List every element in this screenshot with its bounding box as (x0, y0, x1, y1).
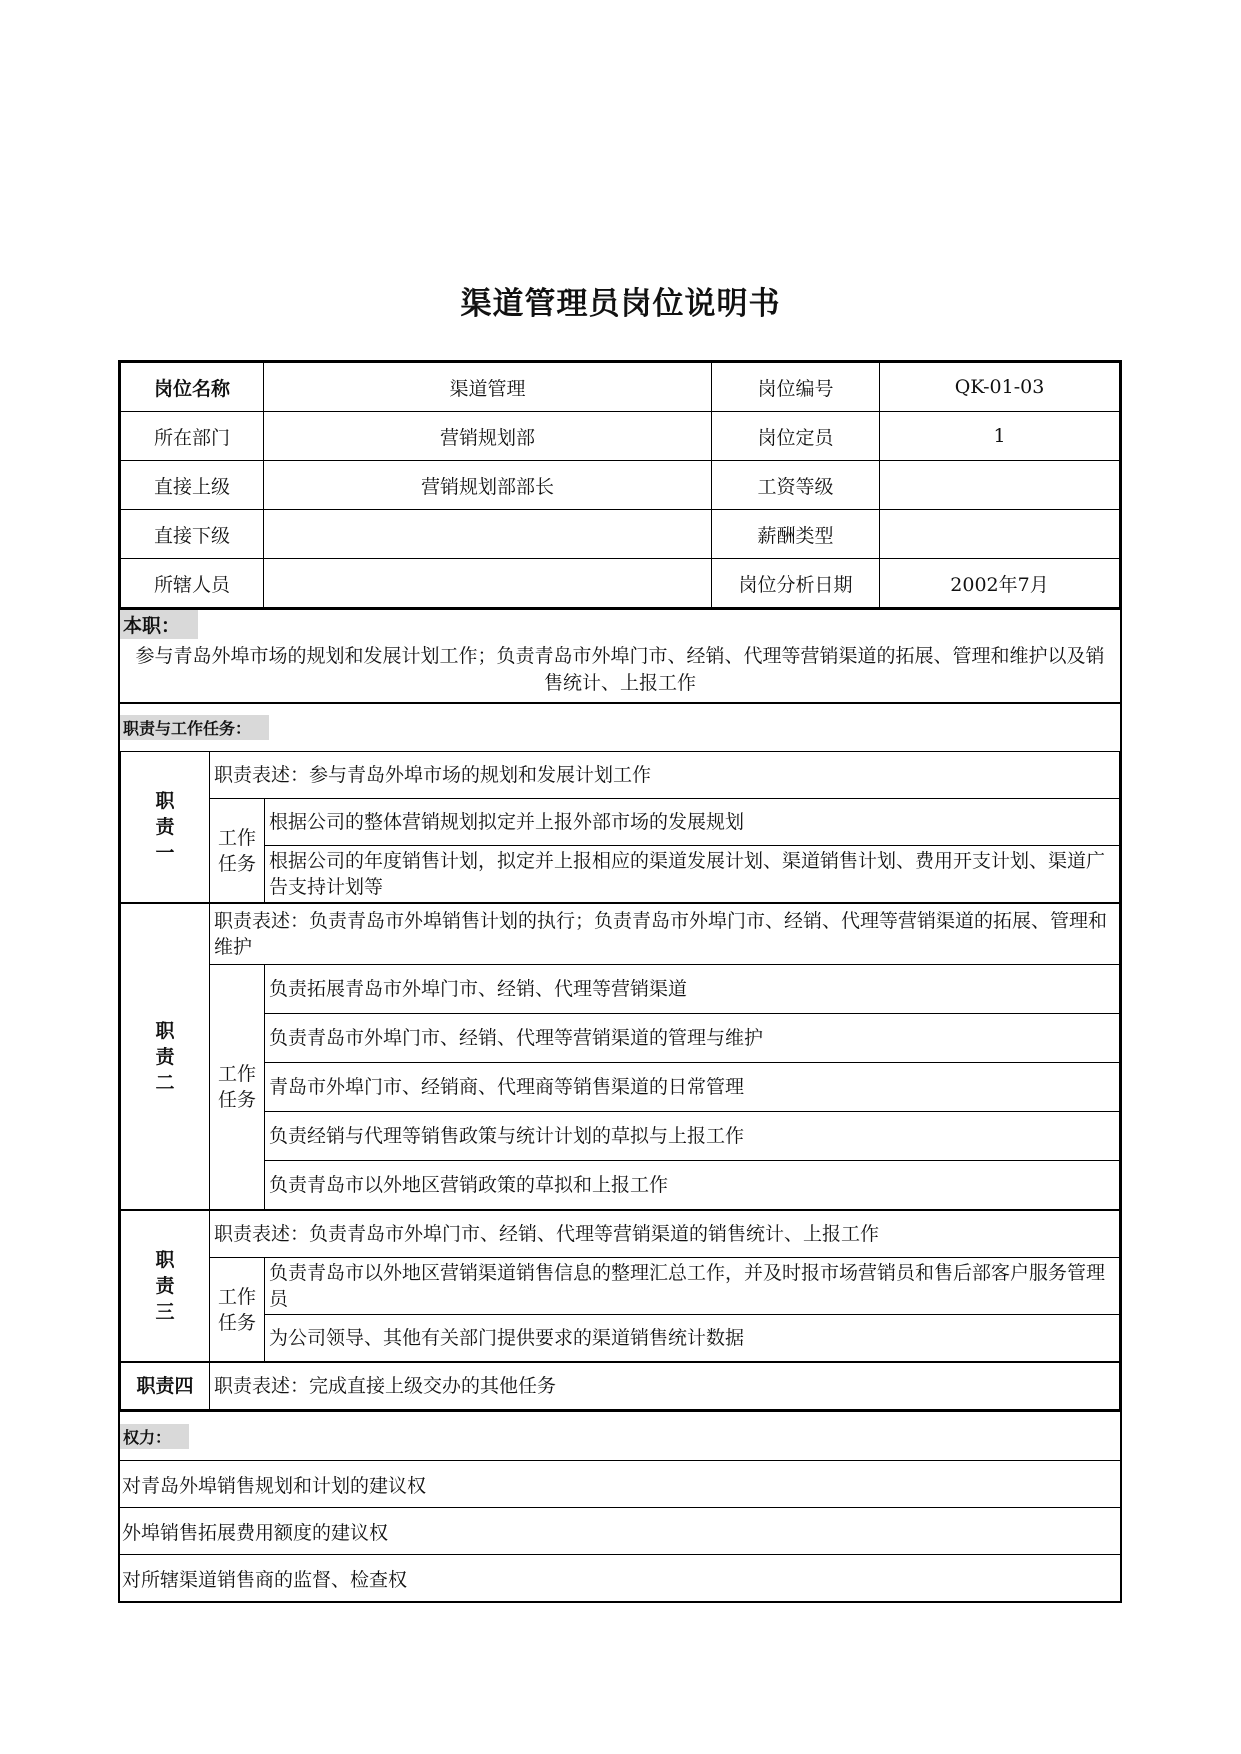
info-value (264, 559, 712, 608)
duty-name (121, 1210, 210, 1362)
task-item: 负责经销与代理等销售政策与统计计划的草拟与上报工作 (265, 1112, 1120, 1161)
power-item: 对青岛外埠销售规划和计划的建议权 (120, 1461, 1120, 1508)
duty-desc: 职责表述：参与青岛外埠市场的规划和发展计划工作 (210, 752, 1120, 799)
info-label: 直接上级 (121, 461, 264, 510)
duty-name-text: 职责一 (155, 790, 175, 864)
info-row (121, 510, 1120, 559)
benzhi-section (120, 608, 1120, 702)
basic-info-table (120, 362, 1120, 608)
task-label-text: 工作任务 (217, 826, 256, 875)
duty-name: 职责四 (121, 1362, 210, 1410)
duty-name (121, 752, 210, 904)
benzhi-text: 参与青岛外埠市场的规划和发展计划工作；负责青岛市外埠门市、经销、代理等营销渠道的拓展、管理和维护以及销售统计、上报工作 (135, 645, 1105, 694)
job-description-form (118, 360, 1122, 1603)
duties-label: 职责与工作任务： (120, 715, 269, 740)
page-title: 渠道管理员岗位说明书 (460, 286, 781, 322)
info-label: 岗位名称 (121, 363, 264, 412)
info-value: 2002年7月 (880, 559, 1120, 608)
task-label-text: 工作任务 (217, 1063, 256, 1111)
info-value: QK-01-03 (880, 363, 1120, 412)
info-row (121, 461, 1120, 510)
info-value: 渠道管理 (264, 363, 712, 412)
duties-header (120, 702, 1120, 751)
info-row (121, 412, 1120, 461)
task-item: 根据公司的年度销售计划，拟定并上报相应的渠道发展计划、渠道销售计划、费用开支计划、渠道广告支持计划等 (265, 846, 1120, 904)
info-row (121, 363, 1120, 412)
info-label: 所在部门 (121, 412, 264, 461)
info-value: 营销规划部部长 (264, 461, 712, 510)
task-item: 为公司领导、其他有关部门提供要求的渠道销售统计数据 (265, 1315, 1120, 1363)
task-item: 负责拓展青岛市外埠门市、经销、代理等营销渠道 (265, 965, 1120, 1014)
power-table (120, 1460, 1120, 1601)
task-label-text: 工作任务 (217, 1285, 256, 1334)
info-label: 薪酬类型 (712, 510, 880, 559)
power-label: 权力： (120, 1424, 189, 1449)
duty-desc: 职责表述：完成直接上级交办的其他任务 (210, 1362, 1120, 1410)
info-label: 岗位分析日期 (712, 559, 880, 608)
duties-table (120, 751, 1120, 1410)
benzhi-label: 本职： (120, 610, 198, 639)
info-value (880, 510, 1120, 559)
power-item: 对所辖渠道销售商的监督、检查权 (120, 1555, 1120, 1602)
info-label: 直接下级 (121, 510, 264, 559)
info-value: 营销规划部 (264, 412, 712, 461)
power-header (120, 1410, 1120, 1460)
info-label: 工资等级 (712, 461, 880, 510)
duty-name-text: 职责二 (155, 1019, 175, 1094)
duty-desc: 职责表述：负责青岛市外埠门市、经销、代理等营销渠道的销售统计、上报工作 (210, 1210, 1120, 1258)
task-item: 负责青岛市以外地区营销政策的草拟和上报工作 (265, 1161, 1120, 1211)
duty-name (121, 903, 210, 1210)
task-item: 青岛市外埠门市、经销商、代理商等销售渠道的日常管理 (265, 1063, 1120, 1112)
info-row (121, 559, 1120, 608)
task-item: 负责青岛市外埠门市、经销、代理等营销渠道的管理与维护 (265, 1014, 1120, 1063)
info-label: 所辖人员 (121, 559, 264, 608)
task-item: 负责青岛市以外地区营销渠道销售信息的整理汇总工作，并及时报市场营销员和售后部客户服务管理员 (265, 1258, 1120, 1315)
task-label (210, 965, 265, 1211)
duty-name-text: 职责三 (155, 1249, 175, 1323)
task-item: 根据公司的整体营销规划拟定并上报外部市场的发展规划 (265, 799, 1120, 846)
info-label: 岗位编号 (712, 363, 880, 412)
task-label (210, 799, 265, 904)
info-value (264, 510, 712, 559)
info-value: 1 (880, 412, 1120, 461)
duty-desc: 职责表述：负责青岛市外埠销售计划的执行；负责青岛市外埠门市、经销、代理等营销渠道的拓展、管理和维护 (210, 903, 1120, 965)
power-item: 外埠销售拓展费用额度的建议权 (120, 1508, 1120, 1555)
info-value (880, 461, 1120, 510)
task-label (210, 1258, 265, 1363)
info-label: 岗位定员 (712, 412, 880, 461)
